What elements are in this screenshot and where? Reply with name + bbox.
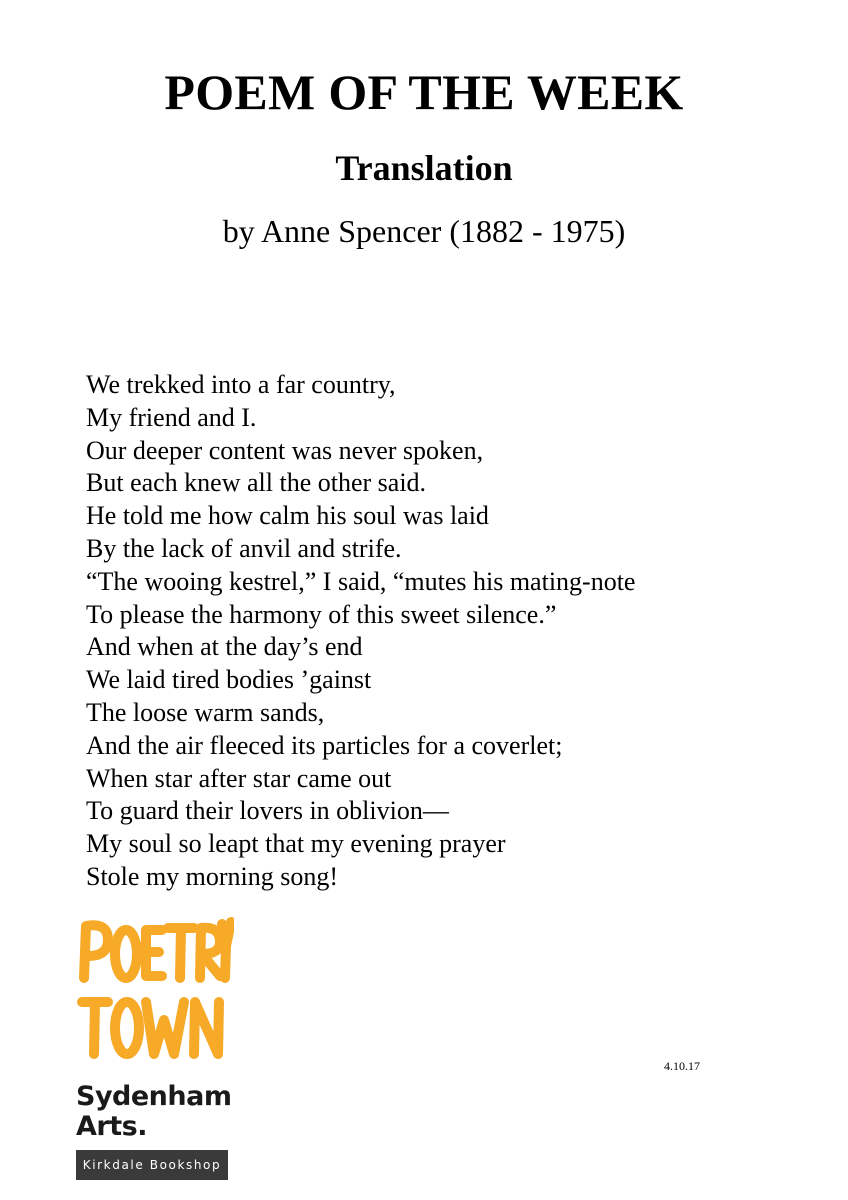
- org-name-line2: Arts.: [76, 1111, 147, 1142]
- poem-line: The loose warm sands,: [86, 697, 325, 727]
- page-title: POEM OF THE WEEK: [164, 64, 684, 120]
- poem-body: [86, 369, 786, 894]
- date-stamp: 4.10.17: [664, 1059, 700, 1073]
- poetry-town-logo: [74, 912, 234, 1062]
- poetry-town-logo-icon: [74, 912, 234, 1062]
- poem-line: Our deeper content was never spoken,: [86, 435, 484, 465]
- poem-line: Stole my morning song!: [86, 861, 339, 891]
- sydenham-arts-logo: [76, 1082, 231, 1142]
- poem-byline: by Anne Spencer (1882 - 1975): [222, 213, 626, 249]
- poem-line: And the air fleeced its particles for a coverlet;: [86, 730, 563, 760]
- poem-line: And when at the day’s end: [86, 632, 363, 662]
- poem-line: He told me how calm his soul was laid: [86, 501, 489, 531]
- org-name-line1: Sydenham: [76, 1081, 232, 1112]
- poem-line: By the lack of anvil and strife.: [86, 533, 402, 563]
- poem-line: To guard their lovers in oblivion—: [86, 796, 449, 826]
- poem-line: My friend and I.: [86, 402, 257, 432]
- poem-line: When star after star came out: [86, 763, 392, 793]
- poem-line: “The wooing kestrel,” I said, “mutes his mating-note: [86, 566, 636, 596]
- poem-title: Translation: [335, 148, 513, 188]
- poem-line: My soul so leapt that my evening prayer: [86, 829, 506, 859]
- bookshop-badge: Kirkdale Bookshop: [76, 1150, 228, 1180]
- poem-line: We laid tired bodies ’gainst: [86, 665, 372, 695]
- poem-line: To please the harmony of this sweet silence.”: [86, 599, 557, 629]
- poem-line: We trekked into a far country,: [86, 370, 396, 399]
- poem-line: But each knew all the other said.: [86, 468, 427, 498]
